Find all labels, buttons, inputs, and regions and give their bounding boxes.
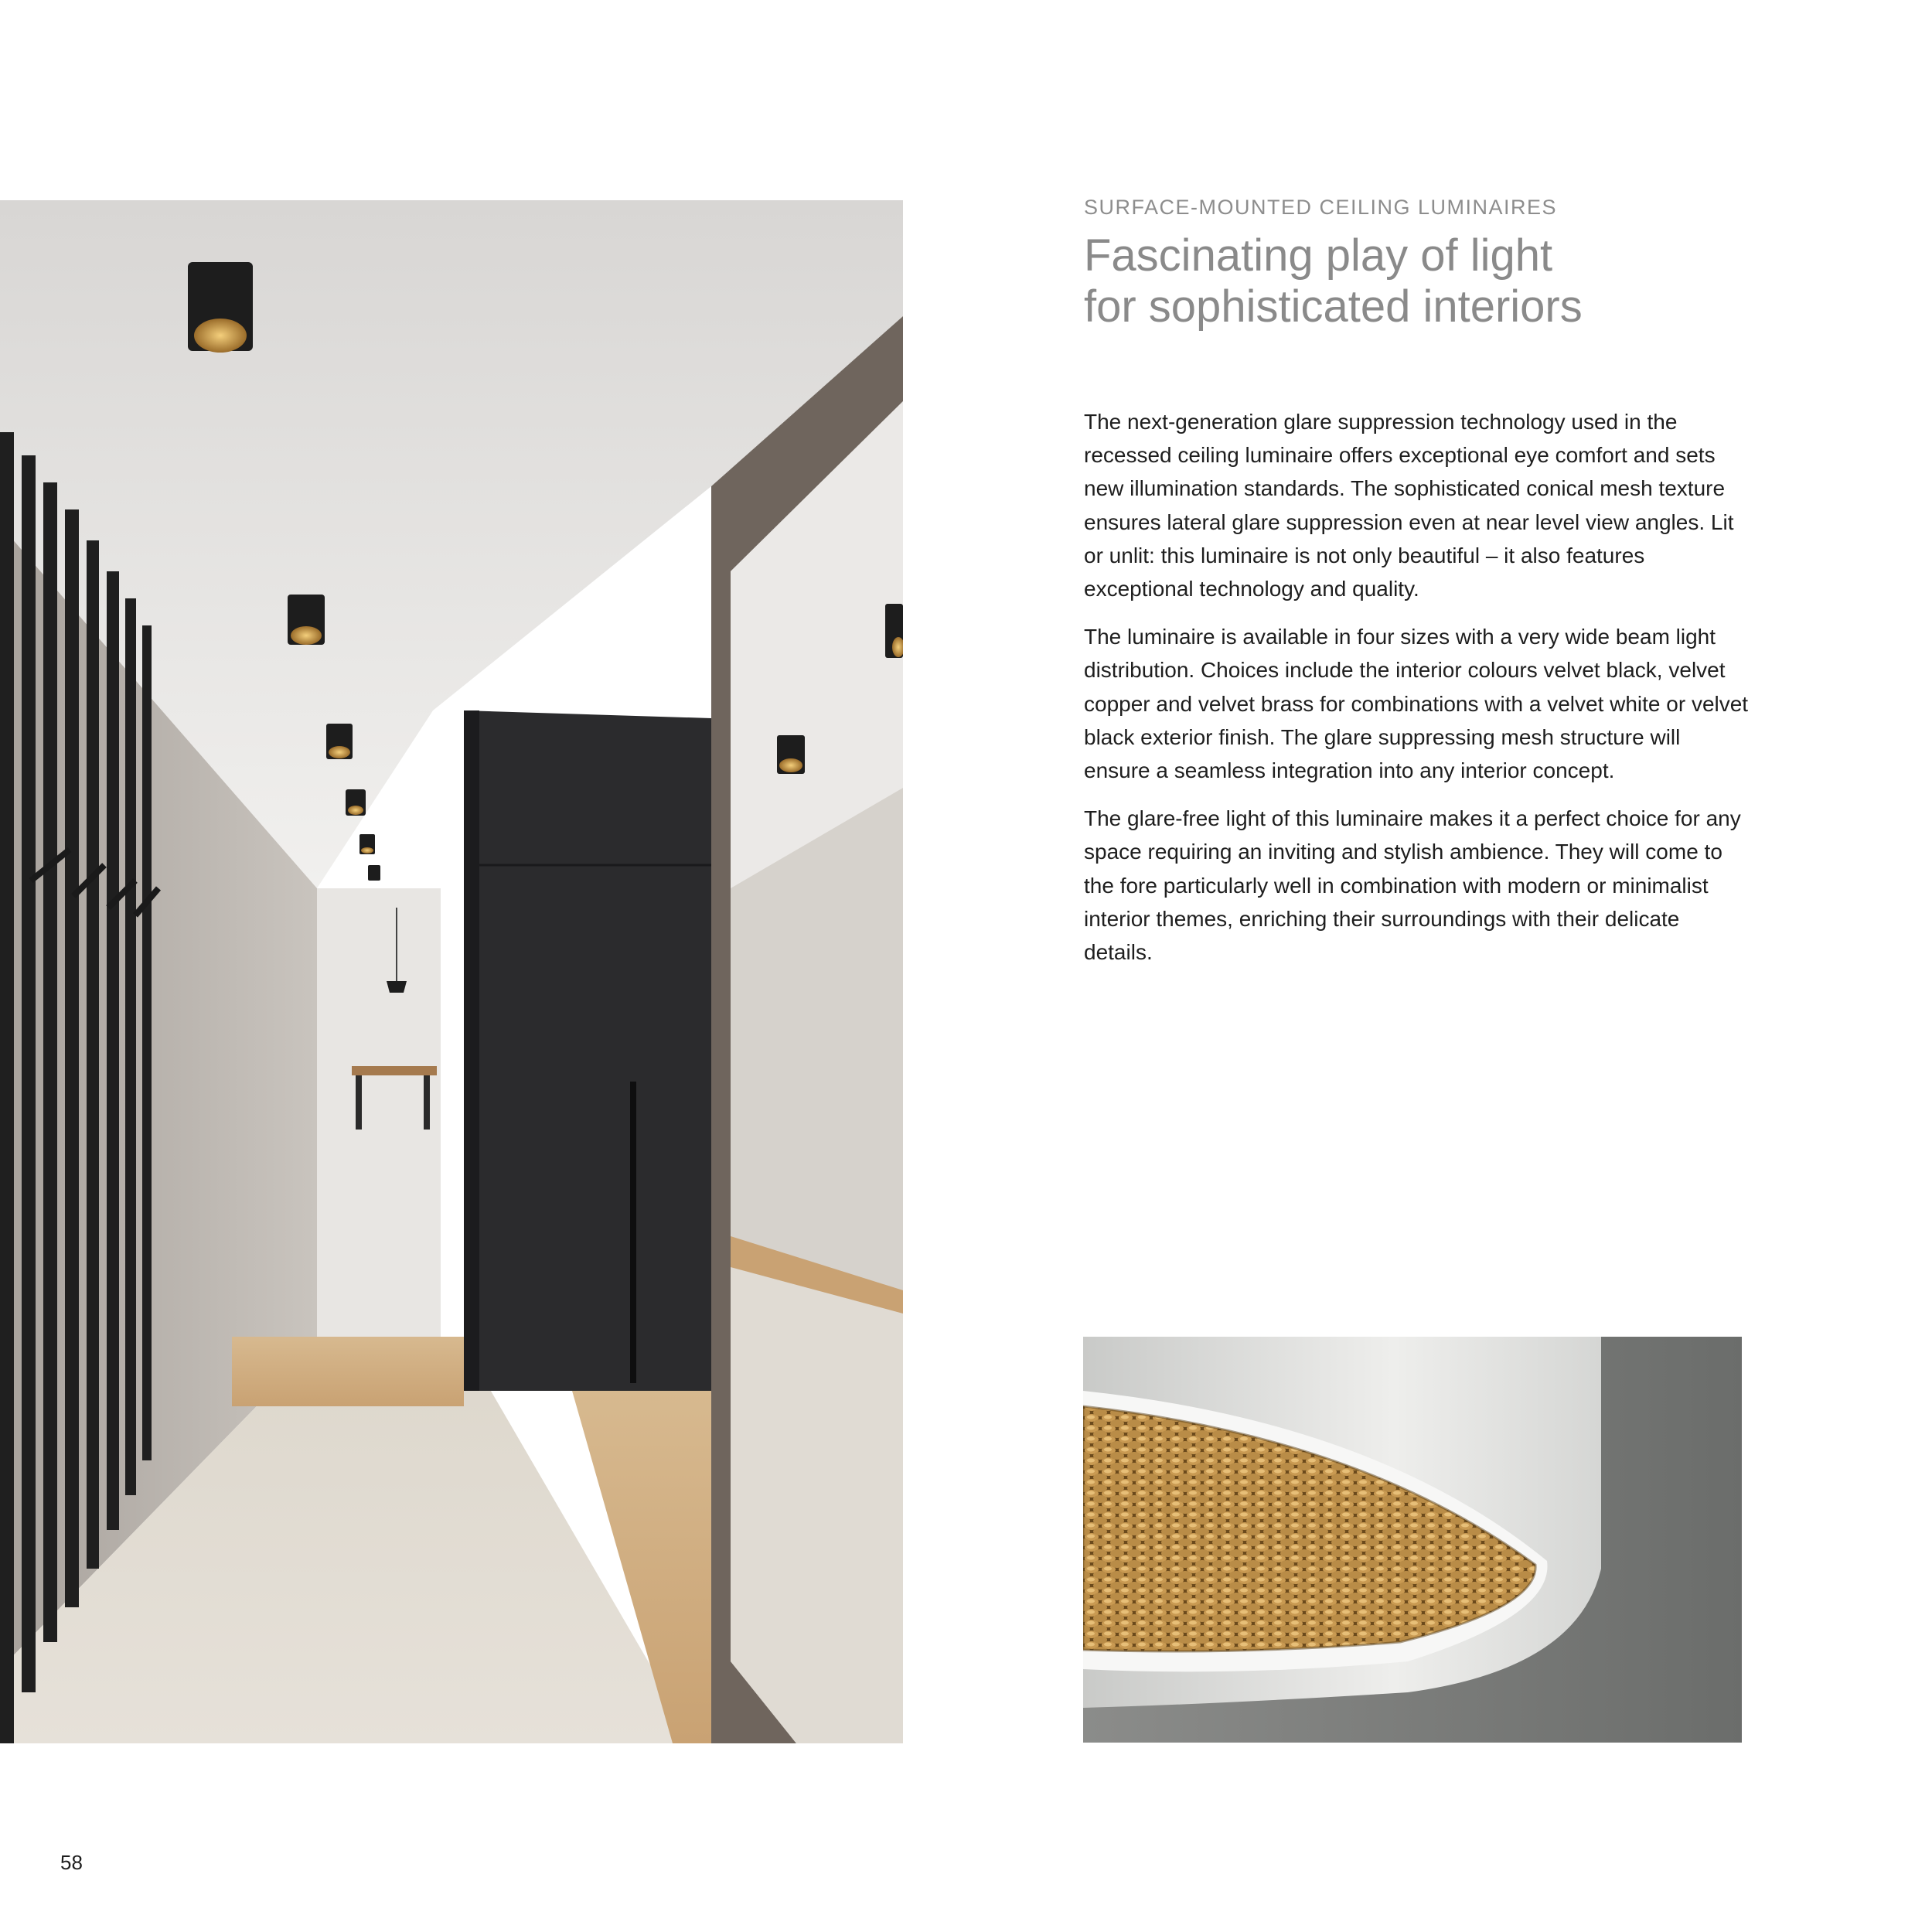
body-paragraph-1: The next-generation glare suppression technology used in the recessed ceiling luminaire offers exceptional eye comfort and sets new illumination standards. The sophisticated conical mesh texture ensures lateral glare suppression even at near level view angles. Lit or unlit: this luminaire is not only beautiful – it also features exceptional technology and quality. xyxy=(1084,410,1734,601)
hallway-photo xyxy=(0,200,903,1743)
luminaire-1 xyxy=(188,262,253,353)
text-column xyxy=(1084,195,1749,983)
hallway-illustration xyxy=(0,200,903,1743)
headline xyxy=(1084,230,1749,332)
headline-line-1: Fascinating play of light xyxy=(1084,230,1553,281)
body-text xyxy=(1084,405,1749,969)
mesh-closeup-illustration xyxy=(1083,1337,1742,1743)
page-number: 58 xyxy=(60,1851,83,1874)
headline-line-2: for sophisticated interiors xyxy=(1084,281,1583,332)
luminaire-detail-photo xyxy=(1083,1337,1742,1743)
body-paragraph-2: The luminaire is available in four sizes with a very wide beam light distribution. Choices include the interior colours velvet black, velvet copper and velvet brass for combinations with a velvet white or velvet black exterior finish. The glare suppressing mesh structure will ensure a seamless integration into any interior concept. xyxy=(1084,625,1749,783)
section-category: SURFACE-MOUNTED CEILING LUMINAIRES xyxy=(1084,196,1558,219)
body-paragraph-3: The glare-free light of this luminaire makes it a perfect choice for any space requiring an inviting and stylish ambience. They will come to the fore particularly well in combination with modern or minimalist interior themes, enriching their surroundings with their delicate details. xyxy=(1084,806,1741,965)
